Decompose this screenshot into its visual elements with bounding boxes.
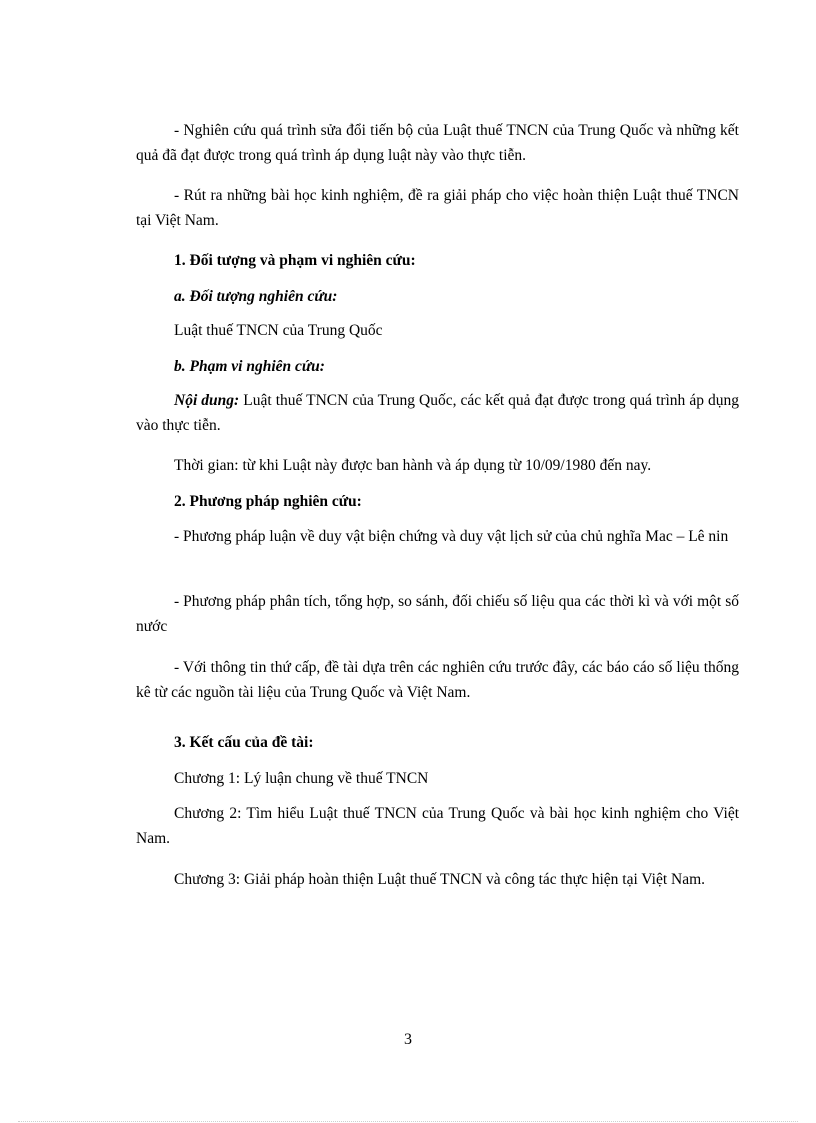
paragraph-chapter-1: Chương 1: Lý luận chung về thuế TNCN: [174, 770, 429, 787]
heading-subject-scope: 1. Đối tượng và phạm vi nghiên cứu:: [174, 252, 416, 269]
content-scope-text: Luật thuế TNCN của Trung Quốc, các kết quả đạt được trong quá trình áp dụng vào thực tiễn.: [136, 392, 740, 434]
page-number: 3: [404, 1031, 412, 1048]
paragraph-chapter-3: Chương 3: Giải pháp hoàn thiện Luật thuế TNCN và công tác thực hiện tại Việt Nam.: [174, 871, 706, 888]
heading-research-methods: 2. Phương pháp nghiên cứu:: [174, 493, 362, 510]
paragraph-method-1: - Phương pháp luận về duy vật biện chứng và duy vật lịch sử của chủ nghĩa Mac – Lê nin: [174, 528, 729, 545]
paragraph-method-2: - Phương pháp phân tích, tổng hợp, so sánh, đối chiếu số liệu qua các thời kì và với một số nước: [136, 593, 739, 635]
paragraph-method-3: - Với thông tin thứ cấp, đề tài dựa trên các nghiên cứu trước đây, các báo cáo số liệu thống kê từ các nguồn tài liệu của Trung Quốc và Việt Nam.: [136, 659, 739, 701]
content-lead-label: Nội dung:: [174, 392, 240, 409]
paragraph-content-scope: [136, 388, 739, 438]
page-bottom-divider: [18, 1121, 798, 1122]
paragraph-research-objective-1: - Nghiên cứu quá trình sửa đổi tiến bộ của Luật thuế TNCN của Trung Quốc và những kết quả đã đạt được trong quá trình áp dụng luật này vào thực tiễn.: [136, 122, 739, 164]
paragraph-time-scope: Thời gian: từ khi Luật này được ban hành và áp dụng từ 10/09/1980 đến nay.: [174, 457, 652, 474]
heading-structure: 3. Kết cấu của đề tài:: [174, 734, 314, 751]
paragraph-chapter-2: Chương 2: Tìm hiểu Luật thuế TNCN của Trung Quốc và bài học kinh nghiệm cho Việt Nam.: [136, 805, 739, 847]
heading-research-subject: a. Đối tượng nghiên cứu:: [174, 288, 338, 305]
paragraph-research-subject: Luật thuế TNCN của Trung Quốc: [174, 322, 383, 339]
paragraph-research-objective-2: - Rút ra những bài học kinh nghiệm, đề ra giải pháp cho việc hoàn thiện Luật thuế TNCN tại Việt Nam.: [136, 187, 739, 229]
heading-research-scope: b. Phạm vi nghiên cứu:: [174, 358, 325, 375]
